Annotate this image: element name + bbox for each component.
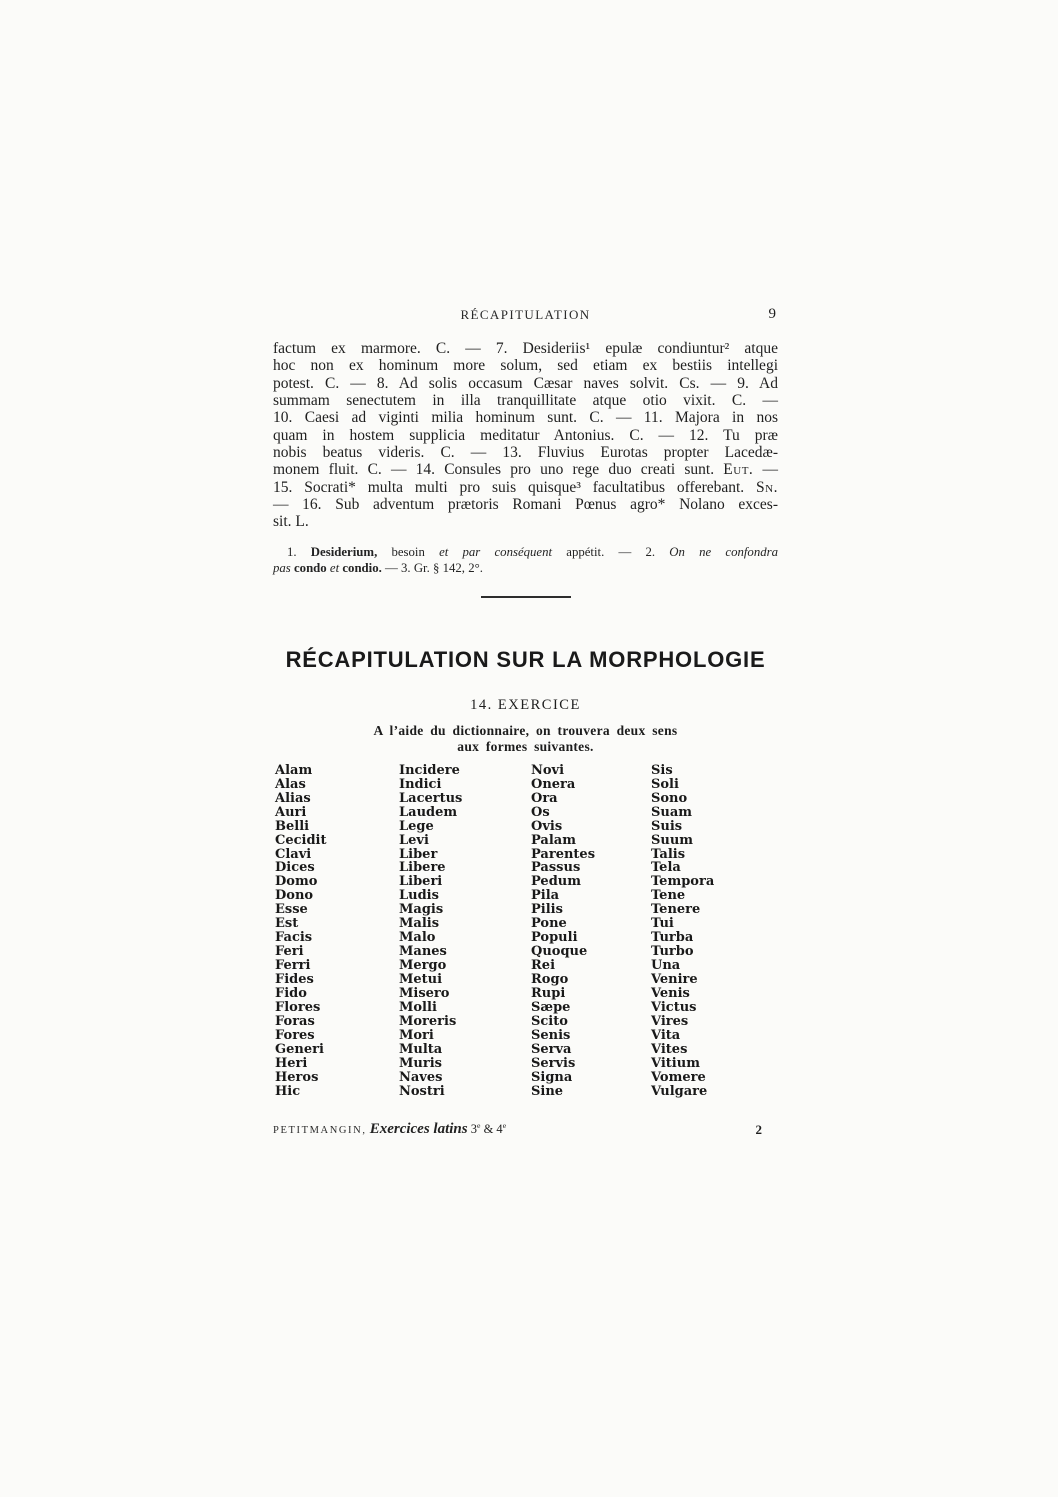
text-segment: Exercices latins bbox=[369, 1120, 468, 1137]
word-item: Sono bbox=[651, 790, 688, 806]
word-item: Est bbox=[275, 916, 299, 932]
page-content bbox=[273, 306, 778, 1141]
word-item: Suis bbox=[651, 818, 683, 834]
word-item: Rei bbox=[531, 958, 556, 974]
word-item: Alam bbox=[275, 762, 313, 778]
word-item: Passus bbox=[531, 860, 581, 876]
word-item: Novi bbox=[531, 762, 565, 778]
word-item: Venis bbox=[651, 986, 690, 1002]
text-line bbox=[273, 479, 778, 496]
text-segment: appétit. — 2. bbox=[552, 544, 670, 559]
word-item: Nostri bbox=[399, 1083, 445, 1099]
word-item: Sis bbox=[651, 762, 673, 778]
word-item: Malo bbox=[399, 930, 436, 946]
word-item: Vires bbox=[651, 1013, 689, 1029]
text-line bbox=[273, 461, 778, 478]
text-segment: — 16. Sub adventum prætoris Romani Pœnus agro* Nolano exces- bbox=[273, 496, 778, 514]
word-item: Tempora bbox=[651, 874, 715, 890]
word-item: Mori bbox=[399, 1027, 434, 1043]
text-segment: Desiderium, bbox=[310, 544, 378, 559]
word-item: Parentes bbox=[531, 846, 596, 862]
word-item: Dices bbox=[275, 860, 315, 876]
volume-number: 2 bbox=[755, 1121, 762, 1137]
word-item: Heros bbox=[275, 1069, 319, 1085]
word-item: Rupi bbox=[531, 986, 566, 1002]
exercise-sentences-paragraph bbox=[273, 340, 778, 531]
word-item: Sine bbox=[531, 1083, 564, 1099]
word-item: Cecidit bbox=[275, 832, 327, 848]
word-item: Pedum bbox=[531, 874, 581, 890]
word-item: Libere bbox=[399, 860, 446, 876]
text-segment: et par conséquent bbox=[439, 544, 553, 559]
word-item: Manes bbox=[399, 944, 447, 960]
word-item: Generi bbox=[275, 1041, 324, 1057]
text-line bbox=[273, 340, 778, 357]
word-item: Turbo bbox=[651, 944, 694, 960]
word-column-2 bbox=[399, 764, 531, 1099]
word-item: Laudem bbox=[399, 804, 458, 820]
word-item: Alas bbox=[275, 776, 306, 792]
text-segment: — 3. Gr. § 142, 2°. bbox=[381, 561, 483, 576]
word-item: Indici bbox=[399, 776, 442, 792]
word-item: Quoque bbox=[531, 944, 588, 960]
page-footer bbox=[273, 1121, 778, 1141]
text-segment: quam in hostem supplicia meditatur Antonius. C. — 12. Tu præ bbox=[273, 426, 778, 444]
footnotes bbox=[273, 544, 778, 577]
section-title: RÉCAPITULATION SUR LA MORPHOLOGIE bbox=[285, 646, 766, 672]
text-segment: & 4 bbox=[480, 1121, 503, 1136]
word-item: Signa bbox=[531, 1069, 573, 1085]
text-segment: e bbox=[502, 1120, 507, 1130]
word-item: Suum bbox=[651, 832, 694, 848]
word-item: Heri bbox=[275, 1055, 308, 1071]
word-item: Pila bbox=[531, 888, 560, 904]
text-segment: besoin bbox=[377, 544, 440, 559]
text-segment: pas bbox=[273, 561, 294, 576]
word-column-1 bbox=[273, 764, 399, 1099]
word-item: Vitium bbox=[651, 1055, 700, 1071]
word-column-3 bbox=[531, 764, 651, 1099]
word-item: Os bbox=[531, 804, 550, 820]
word-item: Facis bbox=[275, 930, 313, 946]
word-item: Domo bbox=[275, 874, 318, 890]
word-item: Tela bbox=[651, 860, 681, 876]
text-segment: On ne confondra bbox=[669, 544, 779, 559]
running-title: RÉCAPITULATION bbox=[460, 307, 591, 322]
word-item: Esse bbox=[275, 902, 308, 918]
text-segment: PETITMANGIN, bbox=[273, 1124, 367, 1136]
word-item: Misero bbox=[399, 986, 450, 1002]
word-item: Sæpe bbox=[531, 999, 571, 1015]
exercise-instruction bbox=[273, 723, 778, 756]
word-item: Palam bbox=[531, 832, 576, 848]
text-line bbox=[273, 409, 778, 426]
word-item: Rogo bbox=[531, 972, 569, 988]
word-item: Servis bbox=[531, 1055, 576, 1071]
word-item: Venire bbox=[651, 972, 698, 988]
word-item: Ora bbox=[531, 790, 558, 806]
page-header bbox=[273, 306, 778, 324]
word-item: Onera bbox=[531, 776, 576, 792]
text-segment: sit. L. bbox=[273, 513, 309, 531]
text-segment: summam senectutem in illa tranquillitate atque otio vixit. C. — bbox=[273, 392, 778, 410]
text-segment: potest. C. — 8. Ad solis occasum Cæsar naves solvit. Cs. — 9. Ad bbox=[273, 374, 778, 392]
section-divider bbox=[481, 596, 571, 598]
text-segment: factum ex marmore. C. — 7. Desideriis¹ epulæ condiuntur² atque bbox=[273, 340, 778, 357]
word-item: Suam bbox=[651, 804, 693, 820]
word-item: Vites bbox=[651, 1041, 688, 1057]
word-list bbox=[273, 764, 778, 1099]
text-segment: Eut. bbox=[723, 461, 754, 479]
word-item: Tene bbox=[651, 888, 686, 904]
word-item: Tenere bbox=[651, 902, 701, 918]
word-item: Fores bbox=[275, 1027, 315, 1043]
word-item: Incidere bbox=[399, 762, 460, 778]
word-item: Liberi bbox=[399, 874, 443, 890]
text-line bbox=[273, 357, 778, 374]
text-line bbox=[273, 392, 778, 409]
word-item: Naves bbox=[399, 1069, 443, 1085]
text-segment: Sn. bbox=[756, 478, 778, 496]
word-item: Mergo bbox=[399, 958, 447, 974]
word-item: Scito bbox=[531, 1013, 568, 1029]
word-item: Vomere bbox=[651, 1069, 706, 1085]
text-segment: nobis beatus videris. C. — 13. Fluvius Eurotas propter Lacedæ- bbox=[273, 444, 778, 462]
word-item: Molli bbox=[399, 999, 437, 1015]
word-item: Metui bbox=[399, 972, 443, 988]
word-item: Levi bbox=[399, 832, 429, 848]
word-item: Fido bbox=[275, 986, 307, 1002]
word-item: Feri bbox=[275, 944, 304, 960]
word-item: Populi bbox=[531, 930, 578, 946]
text-segment: et bbox=[329, 561, 340, 576]
text-segment: monem fluit. C. — 14. Consules pro uno rege duo creati sunt. bbox=[273, 461, 724, 479]
text-line bbox=[273, 427, 778, 444]
text-segment: hoc non ex hominum more solum, sed etiam ex bestiis intellegi bbox=[273, 357, 778, 375]
text-segment: 3 bbox=[467, 1121, 477, 1136]
word-item: Ferri bbox=[275, 958, 311, 974]
text-line bbox=[273, 513, 778, 530]
word-item: Vulgare bbox=[651, 1083, 708, 1099]
word-column-4 bbox=[651, 764, 778, 1099]
text-segment: condo bbox=[293, 561, 327, 576]
word-item: Una bbox=[651, 958, 681, 974]
word-item: Hic bbox=[275, 1083, 301, 1099]
word-item: Serva bbox=[531, 1041, 572, 1057]
word-item: Tui bbox=[651, 916, 674, 932]
word-item: Fides bbox=[275, 972, 314, 988]
word-item: Soli bbox=[651, 776, 679, 792]
word-item: Moreris bbox=[399, 1013, 457, 1029]
text-line bbox=[273, 544, 778, 561]
text-segment: e bbox=[477, 1120, 481, 1130]
exercise-heading: 14. EXERCICE bbox=[470, 696, 581, 713]
word-item: Liber bbox=[399, 846, 438, 862]
word-item: Multa bbox=[399, 1041, 443, 1057]
word-item: Vita bbox=[651, 1027, 681, 1043]
word-item: Talis bbox=[651, 846, 686, 862]
instruction-line: A l’aide du dictionnaire, on trouvera deux sens bbox=[373, 722, 678, 738]
text-line bbox=[273, 375, 778, 392]
word-item: Dono bbox=[275, 888, 314, 904]
word-item: Ovis bbox=[531, 818, 563, 834]
text-segment: — bbox=[753, 461, 778, 479]
word-item: Muris bbox=[399, 1055, 442, 1071]
word-item: Malis bbox=[399, 916, 440, 932]
word-item: Magis bbox=[399, 902, 444, 918]
word-item: Flores bbox=[275, 999, 321, 1015]
word-item: Senis bbox=[531, 1027, 571, 1043]
word-item: Foras bbox=[275, 1013, 315, 1029]
word-item: Victus bbox=[651, 999, 697, 1015]
text-segment: 10. Caesi ad viginti milia hominum sunt. C. — 11. Majora in nos bbox=[273, 409, 778, 427]
publisher-line bbox=[273, 1122, 506, 1136]
text-segment: 1. bbox=[287, 544, 311, 559]
word-item: Auri bbox=[275, 804, 307, 820]
word-item: Ludis bbox=[399, 888, 439, 904]
instruction-line: aux formes suivantes. bbox=[457, 739, 594, 755]
page-number: 9 bbox=[768, 306, 776, 322]
text-line bbox=[273, 560, 778, 577]
word-item: Pone bbox=[531, 916, 567, 932]
word-item: Turba bbox=[651, 930, 694, 946]
text-line bbox=[273, 496, 778, 513]
text-segment: 15. Socrati* multa multi pro suis quisque³ facultatibus offerebant. bbox=[273, 478, 757, 496]
word-item: Lege bbox=[399, 818, 434, 834]
word-item: Lacertus bbox=[399, 790, 463, 806]
word-item: Clavi bbox=[275, 846, 312, 862]
word-item: Belli bbox=[275, 818, 310, 834]
word-item: Pilis bbox=[531, 902, 563, 918]
text-segment: condio. bbox=[342, 561, 382, 576]
text-line bbox=[273, 444, 778, 461]
word-item: Alias bbox=[275, 790, 311, 806]
